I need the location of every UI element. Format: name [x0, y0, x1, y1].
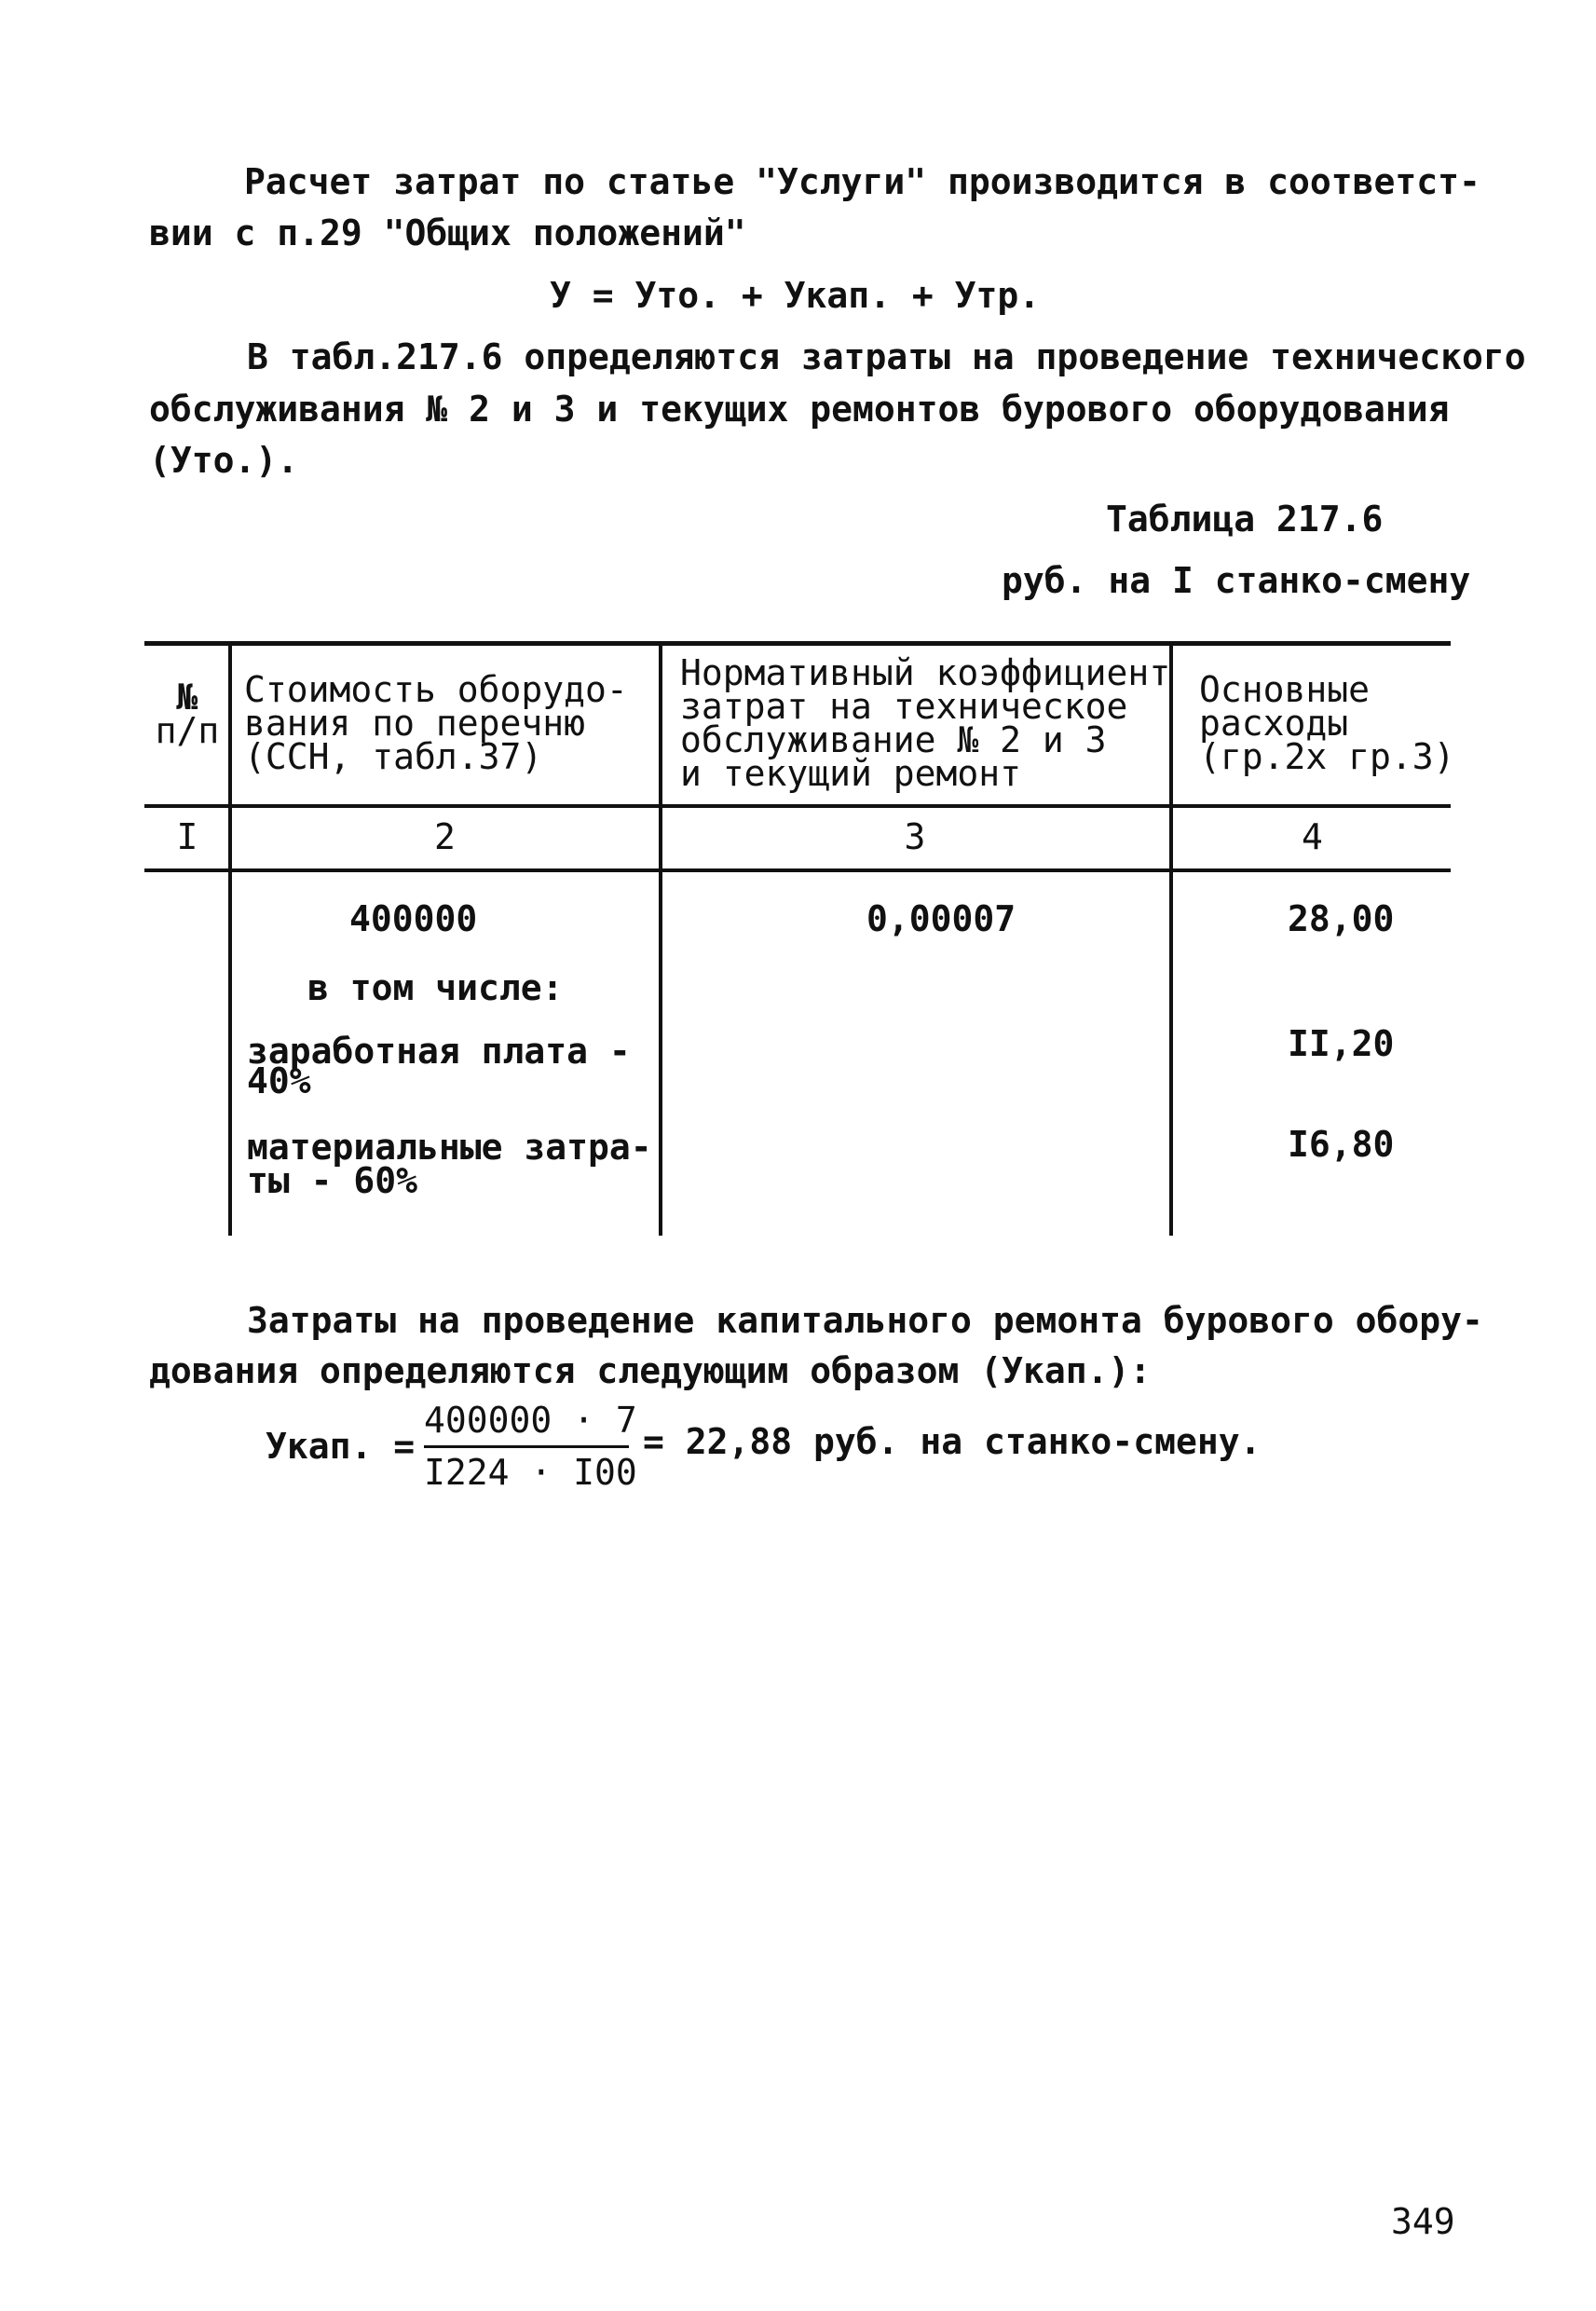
table-unit: руб. на I станко-смену [1002, 560, 1471, 601]
header-col3 [680, 652, 1171, 794]
para2-line-3: (Уто.). [149, 440, 299, 481]
salary-label-line2: 40% [247, 1060, 311, 1101]
colnum-1: I [176, 816, 198, 857]
para2-line-1: В табл.217.6 определяются затраты на проведение технического [247, 336, 1526, 377]
header-col3-line1: Нормативный коэффициент [680, 652, 1171, 693]
salary-label-line1: заработная плата - [247, 1031, 631, 1072]
table-col-divider-1 [228, 641, 232, 1236]
formula-main: У = Уто. + Укап. + Утр. [550, 275, 1041, 316]
material-value: I6,80 [1288, 1124, 1395, 1165]
header-col1-line1: № [176, 677, 198, 718]
table-col-divider-2 [659, 641, 662, 1236]
header-col4-line3: (гр.2х гр.3) [1199, 736, 1455, 777]
including-label: в том числе: [307, 967, 564, 1008]
para3-line-2: дования определяются следующим образом (Укап.): [149, 1350, 1152, 1391]
header-col1 [149, 677, 225, 751]
header-col2 [244, 669, 628, 777]
para2-line-2: обслуживания № 2 и 3 и текущих ремонтов бурового оборудования [149, 389, 1450, 430]
header-col4-line2: расходы [1199, 703, 1349, 744]
colnum-2: 2 [434, 816, 456, 857]
header-col4 [1199, 669, 1455, 777]
table-caption: Таблица 217.6 [1106, 499, 1384, 540]
formula-kap-rhs: = 22,88 руб. на станко-смену. [643, 1421, 1262, 1462]
header-col2-line2: вания по перечню [244, 703, 586, 744]
table-top-rule [144, 641, 1451, 646]
header-col3-line3: обслуживание № 2 и 3 [680, 719, 1107, 760]
header-col3-line4: и текущий ремонт [680, 753, 1022, 794]
table-colnum-rule [144, 868, 1451, 872]
material-label-line1: материальные затра- [247, 1127, 652, 1168]
formula-kap-lhs: Укап. = [266, 1426, 416, 1467]
material-label-line2: ты - 60% [247, 1160, 418, 1201]
header-col2-line3: (ССН, табл.37) [244, 736, 543, 777]
salary-value: II,20 [1288, 1023, 1395, 1064]
formula-kap-denominator: I224 · I00 [424, 1452, 637, 1493]
intro-line-2: вии с п.29 "Общих положений" [149, 212, 746, 253]
header-col1-line2: п/п [155, 710, 220, 751]
page-number: 349 [1391, 2201, 1455, 2242]
formula-kap-numerator: 400000 · 7 [424, 1400, 637, 1441]
coef-value: 0,00007 [866, 898, 1016, 939]
colnum-4: 4 [1302, 816, 1323, 857]
total-value: 28,00 [1288, 898, 1395, 939]
para3-line-1: Затраты на проведение капитального ремонта бурового обору- [247, 1300, 1483, 1341]
cost-value: 400000 [349, 898, 478, 939]
header-col2-line1: Стоимость оборудо- [244, 669, 628, 710]
intro-line-1: Расчет затрат по статье "Услуги" производится в соответст- [244, 161, 1480, 202]
header-col4-line1: Основные [1199, 669, 1371, 710]
colnum-3: 3 [904, 816, 926, 857]
table-header-rule [144, 804, 1451, 808]
header-col3-line2: затрат на техническое [680, 686, 1128, 727]
formula-kap-fraction-bar [424, 1445, 629, 1448]
